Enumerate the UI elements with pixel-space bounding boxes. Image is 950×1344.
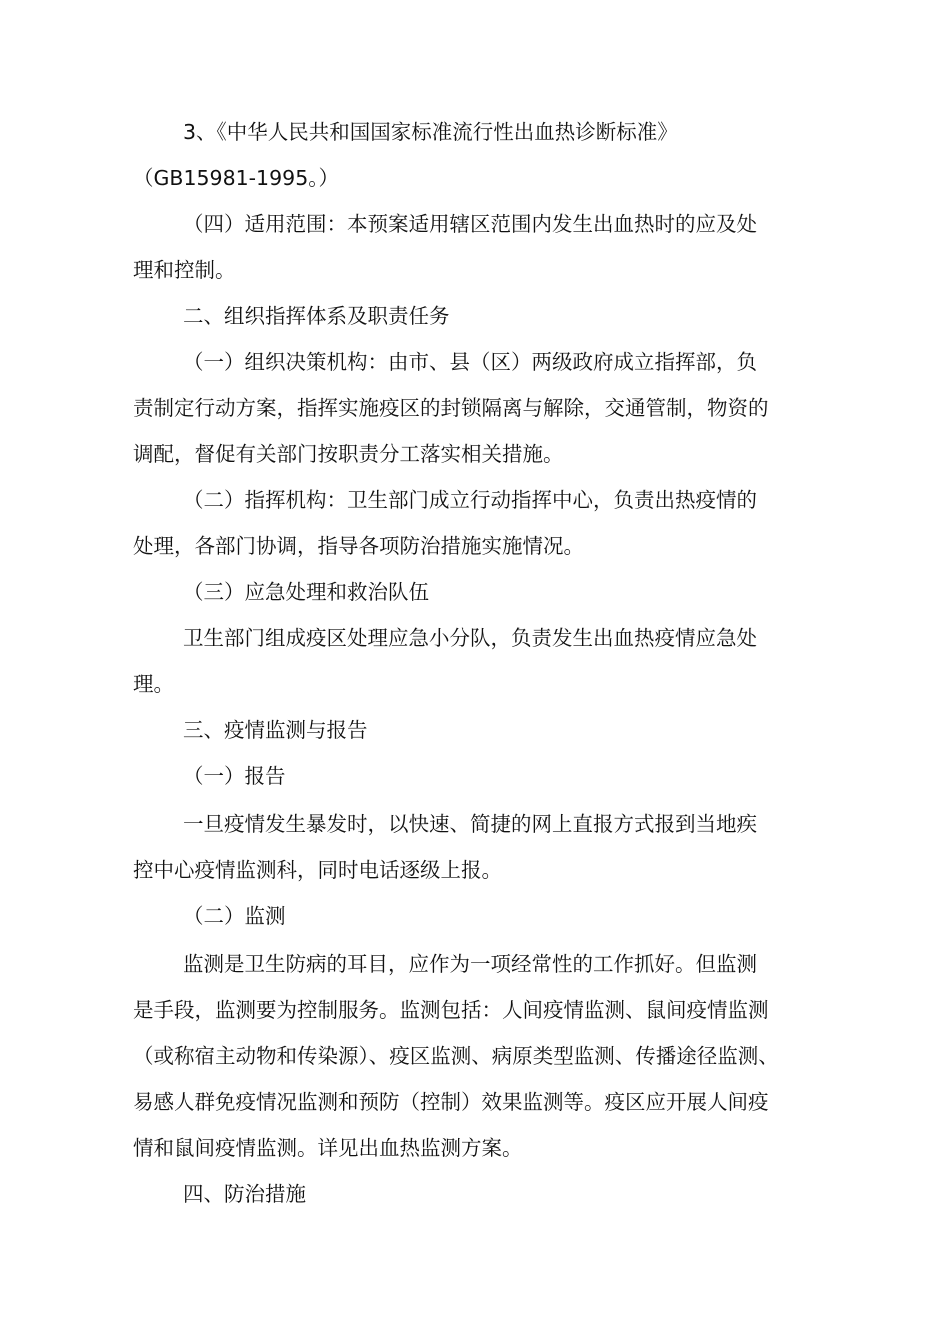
response-team-line-1: 卫生部门组成疫区处理应急小分队，负责发生出血热疫情应急处 <box>183 626 757 650</box>
monitoring-line-5: 情和鼠间疫情监测。详见出血热监测方案。 <box>133 1136 523 1160</box>
decision-body-line-1: （一）组织决策机构：由市、县（区）两级政府成立指挥部，负 <box>183 350 757 374</box>
monitoring-line-2: 是手段，监测要为控制服务。监测包括：人间疫情监测、鼠间疫情监测 <box>133 998 769 1022</box>
response-team-heading: （三）应急处理和救治队伍 <box>183 580 429 604</box>
command-body-line-2: 处理，各部门协调，指导各项防治措施实施情况。 <box>133 534 584 558</box>
report-line-1: 一旦疫情发生暴发时，以快速、简捷的网上直报方式报到当地疾 <box>183 812 757 836</box>
section-heading-4: 四、防治措施 <box>183 1182 306 1206</box>
standard-code-line: （GB15981-1995。） <box>133 166 339 190</box>
decision-body-line-2: 责制定行动方案，指挥实施疫区的封锁隔离与解除，交通管制，物资的 <box>133 396 769 420</box>
standard-reference-line: 3、《中华人民共和国国家标准流行性出血热诊断标准》 <box>183 120 678 144</box>
monitoring-line-4: 易感人群免疫情况监测和预防（控制）效果监测等。疫区应开展人间疫 <box>133 1090 769 1114</box>
monitoring-subheading: （二）监测 <box>183 904 286 928</box>
report-subheading: （一）报告 <box>183 764 286 788</box>
decision-body-line-3: 调配，督促有关部门按职责分工落实相关措施。 <box>133 442 564 466</box>
scope-paragraph-line-2: 理和控制。 <box>133 258 236 282</box>
section-heading-2: 二、组织指挥体系及职责任务 <box>183 304 450 328</box>
scope-paragraph-line-1: （四）适用范围：本预案适用辖区范围内发生出血热时的应及处 <box>183 212 757 236</box>
response-team-line-2: 理。 <box>133 672 174 696</box>
monitoring-line-3: （或称宿主动物和传染源）、疫区监测、病原类型监测、传播途径监测、 <box>133 1044 779 1068</box>
monitoring-line-1: 监测是卫生防病的耳目，应作为一项经常性的工作抓好。但监测 <box>183 952 757 976</box>
report-line-2: 控中心疫情监测科，同时电话逐级上报。 <box>133 858 502 882</box>
command-body-line-1: （二）指挥机构：卫生部门成立行动指挥中心，负责出热疫情的 <box>183 488 757 512</box>
section-heading-3: 三、疫情监测与报告 <box>183 718 368 742</box>
